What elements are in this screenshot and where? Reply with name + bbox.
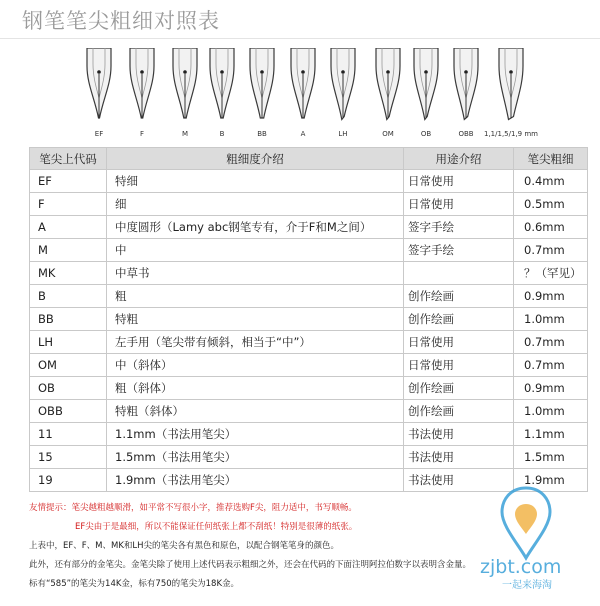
- pen-nib-icon: [373, 48, 403, 128]
- usage-cell: 创作绘画: [404, 400, 514, 423]
- code-cell: 15: [30, 446, 107, 469]
- tip-note: 友情提示：笔尖越粗越顺滑，如平常不写很小字，推荐选购F尖，阻力适中，书写顺畅。: [29, 503, 357, 513]
- width-cell: 0.4mm: [514, 170, 588, 193]
- table-row: [30, 423, 588, 446]
- nib-label: M: [181, 130, 189, 138]
- usage-cell: 书法使用: [404, 469, 514, 492]
- width-cell: 0.7mm: [514, 331, 588, 354]
- usage-cell: 签字手绘: [404, 239, 514, 262]
- watermark-domain: zjbt.com: [480, 556, 562, 578]
- table-row: [30, 446, 588, 469]
- description-cell: 粗: [107, 285, 404, 308]
- width-cell: 1.9mm: [514, 469, 588, 492]
- width-cell: 0.9mm: [514, 377, 588, 400]
- width-cell: 0.9mm: [514, 285, 588, 308]
- watermark-logo: [462, 482, 590, 592]
- pen-nib-icon: [127, 48, 157, 128]
- code-cell: A: [30, 216, 107, 239]
- nib-label: LH: [338, 130, 348, 138]
- table-row: [30, 400, 588, 423]
- pen-nib-icon: [451, 48, 481, 128]
- gold-content-note: 标有“585”的笔尖为14K金，标有750的笔尖为18K金。: [29, 579, 240, 589]
- nib-label: OM: [382, 130, 394, 138]
- description-cell: 1.5mm（书法用笔尖）: [107, 446, 404, 469]
- usage-cell: 签字手绘: [404, 216, 514, 239]
- code-cell: OBB: [30, 400, 107, 423]
- table-row: [30, 331, 588, 354]
- table-row: [30, 354, 588, 377]
- nib-9: [411, 48, 441, 146]
- pen-nib-icon: [247, 48, 277, 128]
- usage-cell: 日常使用: [404, 354, 514, 377]
- code-cell: OB: [30, 377, 107, 400]
- width-cell: 1.1mm: [514, 423, 588, 446]
- nib-7: [328, 48, 358, 146]
- table-row: [30, 239, 588, 262]
- description-cell: 特细: [107, 170, 404, 193]
- header-usage: 用途介绍: [404, 148, 514, 170]
- nib-5: [247, 48, 277, 146]
- description-cell: 左手用（笔尖带有倾斜，相当于“中”）: [107, 331, 404, 354]
- width-cell: 1.0mm: [514, 400, 588, 423]
- width-cell: 1.5mm: [514, 446, 588, 469]
- code-cell: 11: [30, 423, 107, 446]
- description-cell: 特粗: [107, 308, 404, 331]
- description-cell: 特粗（斜体）: [107, 400, 404, 423]
- description-cell: 细: [107, 193, 404, 216]
- table-row: [30, 377, 588, 400]
- description-cell: 1.1mm（书法用笔尖）: [107, 423, 404, 446]
- usage-cell: 日常使用: [404, 170, 514, 193]
- usage-cell: 创作绘画: [404, 285, 514, 308]
- nib-label: B: [219, 130, 225, 138]
- description-cell: 中（斜体）: [107, 354, 404, 377]
- description-cell: 中度圆形（Lamy abc钢笔专有，介于F和M之间）: [107, 216, 404, 239]
- code-cell: BB: [30, 308, 107, 331]
- table-row: [30, 285, 588, 308]
- nib-10: [451, 48, 481, 146]
- width-cell: 1.0mm: [514, 308, 588, 331]
- nib-6: [288, 48, 318, 146]
- table-row: [30, 308, 588, 331]
- nib-1: [84, 48, 114, 146]
- description-cell: 中: [107, 239, 404, 262]
- code-cell: OM: [30, 354, 107, 377]
- usage-cell: 书法使用: [404, 446, 514, 469]
- ef-warning-note: EF尖由于是最细，所以不能保证任何纸张上都不刮纸！特别是很薄的纸张。: [75, 522, 358, 532]
- usage-cell: 日常使用: [404, 193, 514, 216]
- nib-illustration-row: [76, 48, 576, 146]
- pen-nib-icon: [170, 48, 200, 128]
- pen-nib-icon: [496, 48, 526, 128]
- code-cell: LH: [30, 331, 107, 354]
- nib-label: A: [300, 130, 306, 138]
- code-cell: F: [30, 193, 107, 216]
- code-cell: B: [30, 285, 107, 308]
- header-description: 粗细度介绍: [107, 148, 404, 170]
- nib-label: F: [139, 130, 145, 138]
- nib-2: [127, 48, 157, 146]
- header-width: 笔尖粗细: [514, 148, 588, 170]
- usage-cell: 书法使用: [404, 423, 514, 446]
- table-row: [30, 262, 588, 285]
- width-cell: 0.7mm: [514, 239, 588, 262]
- code-cell: M: [30, 239, 107, 262]
- width-cell: 0.7mm: [514, 354, 588, 377]
- width-cell: ？（罕见）: [514, 262, 588, 285]
- pen-nib-icon: [411, 48, 441, 128]
- table-row: [30, 170, 588, 193]
- description-cell: 粗（斜体）: [107, 377, 404, 400]
- width-cell: 0.6mm: [514, 216, 588, 239]
- description-cell: 1.9mm（书法用笔尖）: [107, 469, 404, 492]
- pen-nib-icon: [207, 48, 237, 128]
- title-divider: [0, 38, 600, 39]
- watermark-slogan: 一起来海淘: [502, 580, 552, 591]
- nib-label: BB: [257, 130, 267, 138]
- color-note: 上表中，EF、F、M、MK和LH尖的笔尖各有黑色和原色，以配合钢笔笔身的颜色。: [29, 541, 340, 551]
- usage-cell: 创作绘画: [404, 377, 514, 400]
- table-row: [30, 193, 588, 216]
- usage-cell: 日常使用: [404, 331, 514, 354]
- nib-size-table: [29, 147, 588, 492]
- header-code: 笔尖上代码: [30, 148, 107, 170]
- code-cell: 19: [30, 469, 107, 492]
- nib-label: 1,1/1,5/1,9 mm: [484, 130, 538, 138]
- table-header-row: [30, 148, 588, 170]
- code-cell: MK: [30, 262, 107, 285]
- nib-4: [207, 48, 237, 146]
- nib-label: EF: [94, 130, 104, 138]
- usage-cell: 创作绘画: [404, 308, 514, 331]
- pen-nib-icon: [288, 48, 318, 128]
- page-title: 钢笔笔尖粗细对照表: [22, 9, 220, 33]
- table-row: [30, 216, 588, 239]
- gold-nib-note: 此外，还有部分的金笔尖。金笔尖除了使用上述代码表示粗细之外，还会在代码的下面注明阿拉伯数字以表明含金量。: [29, 560, 472, 570]
- nib-label: OBB: [458, 130, 474, 138]
- pen-nib-icon: [84, 48, 114, 128]
- description-cell: 中草书: [107, 262, 404, 285]
- usage-cell: [404, 262, 514, 285]
- code-cell: EF: [30, 170, 107, 193]
- nib-11: [484, 48, 538, 146]
- nib-label: OB: [420, 130, 432, 138]
- pen-nib-icon: [328, 48, 358, 128]
- width-cell: 0.5mm: [514, 193, 588, 216]
